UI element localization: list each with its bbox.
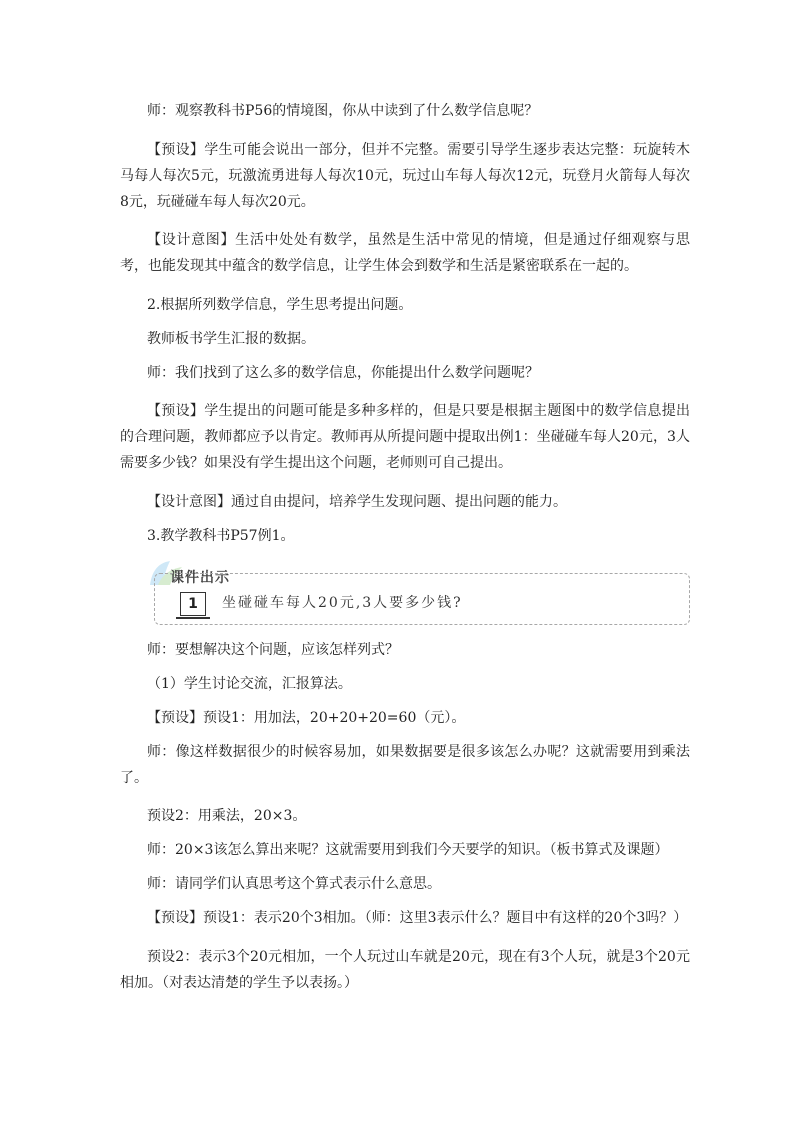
courseware-box — [148, 561, 690, 625]
paragraph-step-3: 3.教学教科书P57例1。 — [147, 527, 295, 544]
paragraph-teacher-how-calc: 师：20×3该怎么算出来呢？这就需要用到我们今天要学的知识。（板书算式及课题） — [147, 842, 669, 858]
paragraph-preset: 【预设】学生可能会说出一部分，但并不完整。需要引导学生逐步表达完整：玩旋转木马每人每次5元，玩激流勇进每人每次10元，玩过山车每人每次12元，玩登月火箭每人每次8元，玩碰碰车每人每次20元。 — [120, 141, 690, 210]
paragraph-design-intent-2: 【设计意图】通过自由提问，培养学生发现问题、提出问题的能力。 — [147, 493, 567, 510]
paragraph-blackboard: 教师板书学生汇报的数据。 — [147, 330, 315, 347]
paragraph-design-intent: 【设计意图】生活中处处有数学，虽然是生活中常见的情境，但是通过仔细观察与思考，也能发现其中蕴含的数学信息，让学生体会到数学和生活是紧密联系在一起的。 — [120, 232, 690, 274]
courseware-label: 课件出示 — [170, 569, 230, 586]
paragraph-teacher-prompt: 师：我们找到了这么多的数学信息，你能提出什么数学问题呢？ — [147, 364, 539, 381]
paragraph-preset-meaning-1: 【预设】预设1：表示20个3相加。（师：这里3表示什么？题目中有这样的20个3吗？） — [147, 910, 688, 926]
paragraph-teacher-multiplication: 师：像这样数据很少的时候容易加，如果数据要是很多该怎么办呢？这就需要用到乘法了。 — [120, 743, 690, 786]
paragraph-teacher-think: 师：请同学们认真思考这个算式表示什么意思。 — [147, 876, 441, 892]
paragraph-discuss: （1）学生讨论交流，汇报算法。 — [147, 675, 352, 692]
paragraph-how-to-list: 师：要想解决这个问题，应该怎样列式？ — [147, 641, 399, 658]
paragraph-preset-addition: 【预设】预设1：用加法，20+20+20=60（元）。 — [147, 709, 466, 726]
lesson-content — [120, 98, 690, 1008]
paragraph-step-2: 2.根据所列数学信息，学生思考提出问题。 — [147, 296, 413, 313]
paragraph-preset-questions: 【预设】学生提出的问题可能是多种多样的，但是只要是根据主题图中的数学信息提出的合理问题，教师都应予以肯定。教师再从所提问题中提取出例1：坐碰碰车每人20元，3人需要多少钱？如果没有学生提出这个问题，老师则可自己提出。 — [120, 403, 690, 471]
paragraph-preset-meaning-2: 预设2：表示3个20元相加，一个人玩过山车就是20元，现在有3个人玩，就是3个20元相加。（对表达清楚的学生予以表扬。） — [120, 948, 690, 991]
example-text: 坐碰碰车每人20元,3人要多少钱? — [222, 594, 463, 611]
example-number-badge: 1 — [180, 592, 206, 616]
paragraph-preset-multiply: 预设2：用乘法，20×3。 — [147, 808, 307, 824]
paragraph-teacher-question: 师：观察教科书P56的情境图，你从中读到了什么数学信息呢？ — [147, 103, 539, 119]
